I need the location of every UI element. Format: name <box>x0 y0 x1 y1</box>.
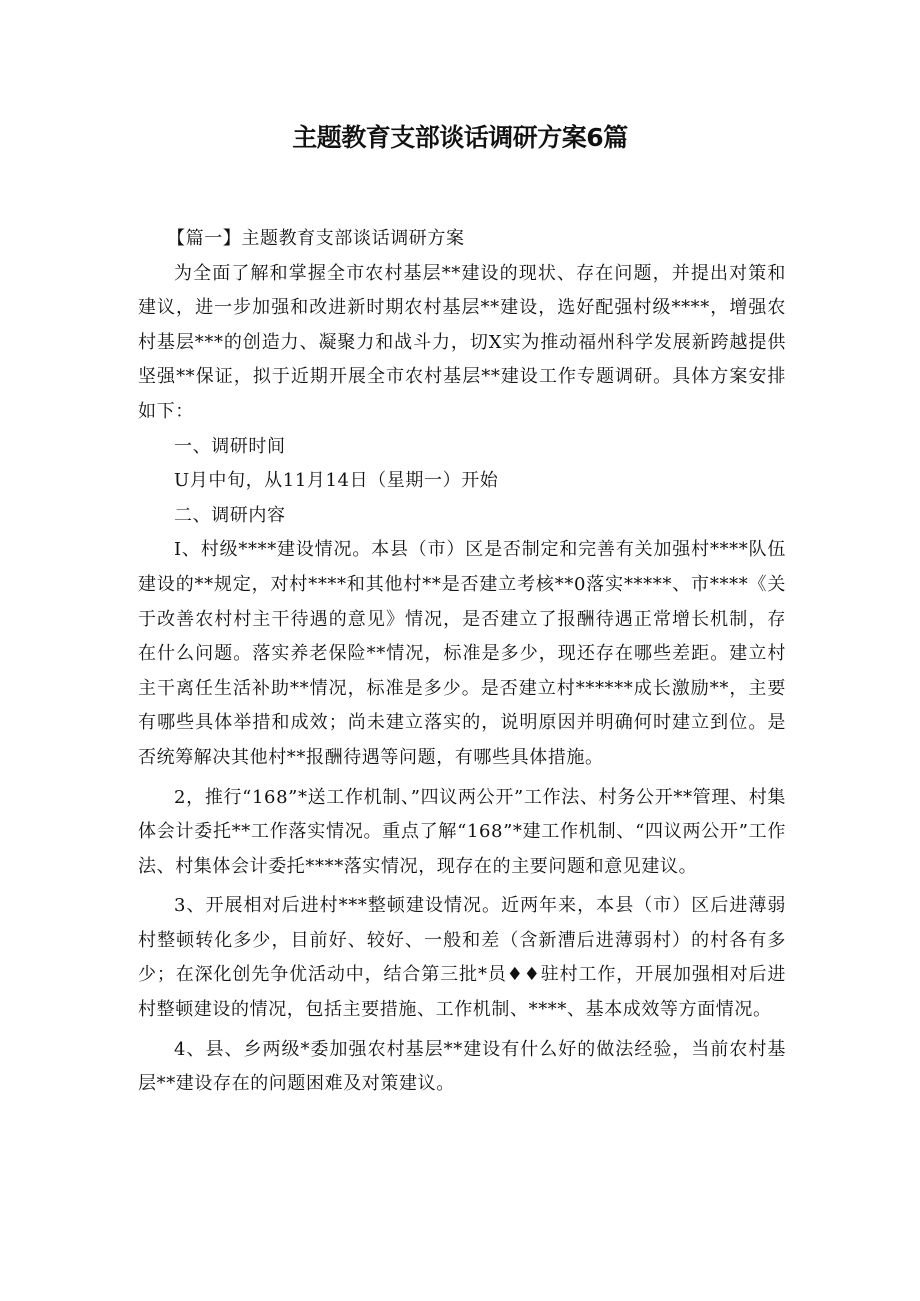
subheading-research-content: 二、调研内容 <box>174 504 286 526</box>
subheading-research-time: 一、调研时间 <box>174 435 286 457</box>
content-item-4: 4、县、乡两级*委加强农村基层**建设有什么好的做法经验，当前农村基层**建设存在的问题困难及对策建议。 <box>138 1038 786 1095</box>
research-time-text: U月中旬，从11月14日（星期一）开始 <box>174 470 499 492</box>
intro-paragraph: 为全面了解和掌握全市农村基层**建设的现状、存在问题，并提出对策和建议，进一步加强和改进新时期农村基层**建设，选好配强村级****，增强农村基层***的创造力、凝聚力和战斗力，切X实为推动福州科学发展新跨越提供坚强**保证，拟于近期开展全市农村基层**建设工作专题调研。具体方案安排如下： <box>138 262 786 422</box>
content-item-1: I、村级****建设情况。本县（市）区是否制定和完善有关加强村****队伍建设的**规定，对村****和其他村**是否建立考核**0落实*****、市****《关于改善农村村主干待遇的意见》情况，是否建立了报酬待遇正常增长机制，存在什么问题。落实养老保险**情况，标准是多少，现还存在哪些差距。建立村主干离任生活补助**情况，标准是多少。是否建立村******成长激励**，主要有哪些具体举措和成效；尚未建立落实的，说明原因并明确何时建立到位。是否统筹解决其他村**报酬待遇等问题，有哪些具体措施。 <box>138 539 786 768</box>
section-heading: 【篇一】主题教育支部谈话调研方案 <box>167 228 465 249</box>
content-item-3: 3、开展相对后进村***整顿建设情况。近两年来，本县（市）区后进薄弱村整顿转化多少，目前好、较好、一般和差（含新漕后进薄弱村）的村各有多少；在深化创先争优活动中，结合第三批*员♦♦驻村工作，开展加强相对后进村整顿建设的情况，包括主要措施、工作机制、****、基本成效等方面情况。 <box>138 895 786 1021</box>
content-item-2: 2，推行“168”*送工作机制、”四议两公开”工作法、村务公开**管理、村集体会计委托**工作落实情况。重点了解“168”*建工作机制、“四议两公开”工作法、村集体会计委托****落实情况，现存在的主要问题和意见建议。 <box>138 786 786 877</box>
document-title: 主题教育支部谈话调研方案6篇 <box>292 123 628 152</box>
document-body <box>138 222 786 1102</box>
